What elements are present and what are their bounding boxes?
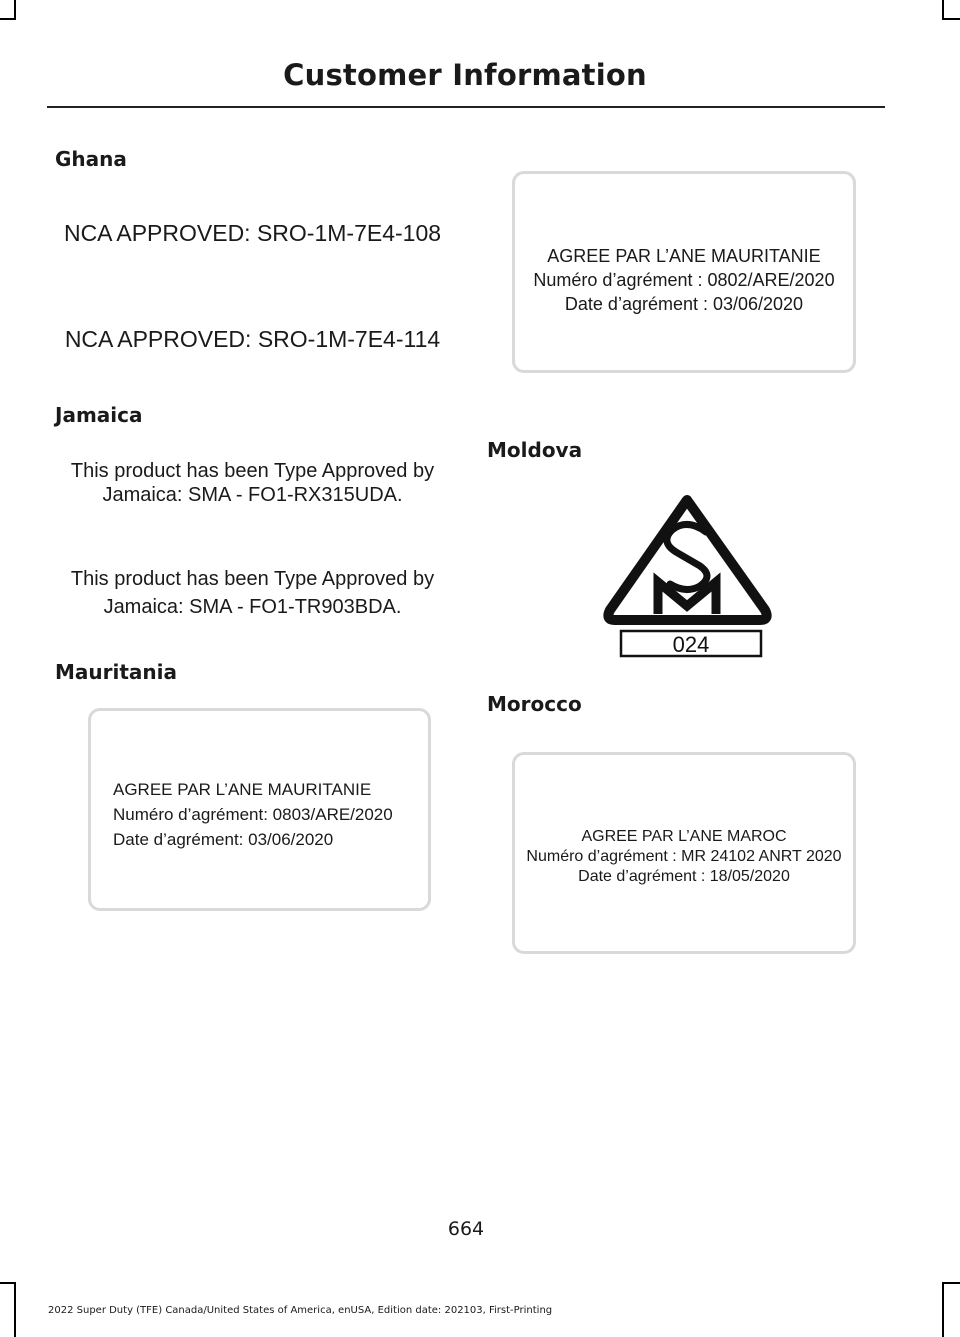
label-line: Date d’agrément : 03/06/2020	[564, 294, 804, 314]
label-line: AGREE PAR L’ANE MAURITANIE	[113, 780, 372, 799]
section-heading-morocco: Morocco	[487, 692, 582, 716]
crop-mark	[942, 18, 960, 20]
mauritania-label-left	[88, 708, 431, 911]
edition-footer: 2022 Super Duty (TFE) Canada/United States of America, enUSA, Edition date: 202103, First-Printing	[48, 1305, 553, 1316]
page-title: Customer Information	[283, 58, 647, 92]
label-line: Numéro d’agrément: 0803/ARE/2020	[113, 805, 393, 824]
ghana-approval-line: NCA APPROVED: SRO-1M-7E4-108	[63, 220, 442, 246]
label-line: Numéro d’agrément : 0802/ARE/2020	[533, 270, 835, 290]
crop-mark	[942, 0, 944, 18]
section-heading-mauritania: Mauritania	[55, 660, 178, 684]
mark-number: 024	[672, 632, 710, 657]
label-line: AGREE PAR L’ANE MAROC	[581, 828, 787, 845]
label-line: Date d’agrément : 18/05/2020	[578, 868, 790, 885]
label-line: Numéro d’agrément : MR 24102 ANRT 2020	[526, 848, 842, 865]
moldova-sm-mark	[600, 490, 775, 662]
crop-mark	[0, 18, 16, 20]
crop-mark	[942, 1282, 960, 1284]
mauritania-label-right	[512, 171, 856, 373]
header-rule	[47, 106, 885, 108]
ghana-approval-line: NCA APPROVED: SRO-1M-7E4-114	[64, 326, 441, 352]
label-line: AGREE PAR L’ANE MAURITANIE	[547, 246, 821, 266]
crop-mark	[942, 1282, 944, 1337]
section-heading-ghana: Ghana	[55, 147, 127, 171]
page-number: 664	[447, 1218, 485, 1240]
jamaica-approval-line: This product has been Type Approved by	[70, 460, 435, 482]
crop-mark	[0, 1282, 16, 1284]
label-line: Date d’agrément: 03/06/2020	[113, 830, 334, 849]
jamaica-approval-line: Jamaica: SMA - FO1-RX315UDA.	[102, 484, 403, 506]
letter-s-shape	[667, 524, 707, 589]
section-heading-moldova: Moldova	[487, 438, 583, 462]
morocco-label	[512, 752, 856, 954]
jamaica-approval-line: This product has been Type Approved by	[70, 568, 435, 590]
jamaica-approval-line: Jamaica: SMA - FO1-TR903BDA.	[103, 596, 402, 618]
section-heading-jamaica: Jamaica	[55, 403, 143, 427]
crop-mark	[14, 0, 16, 18]
crop-mark	[14, 1282, 16, 1337]
